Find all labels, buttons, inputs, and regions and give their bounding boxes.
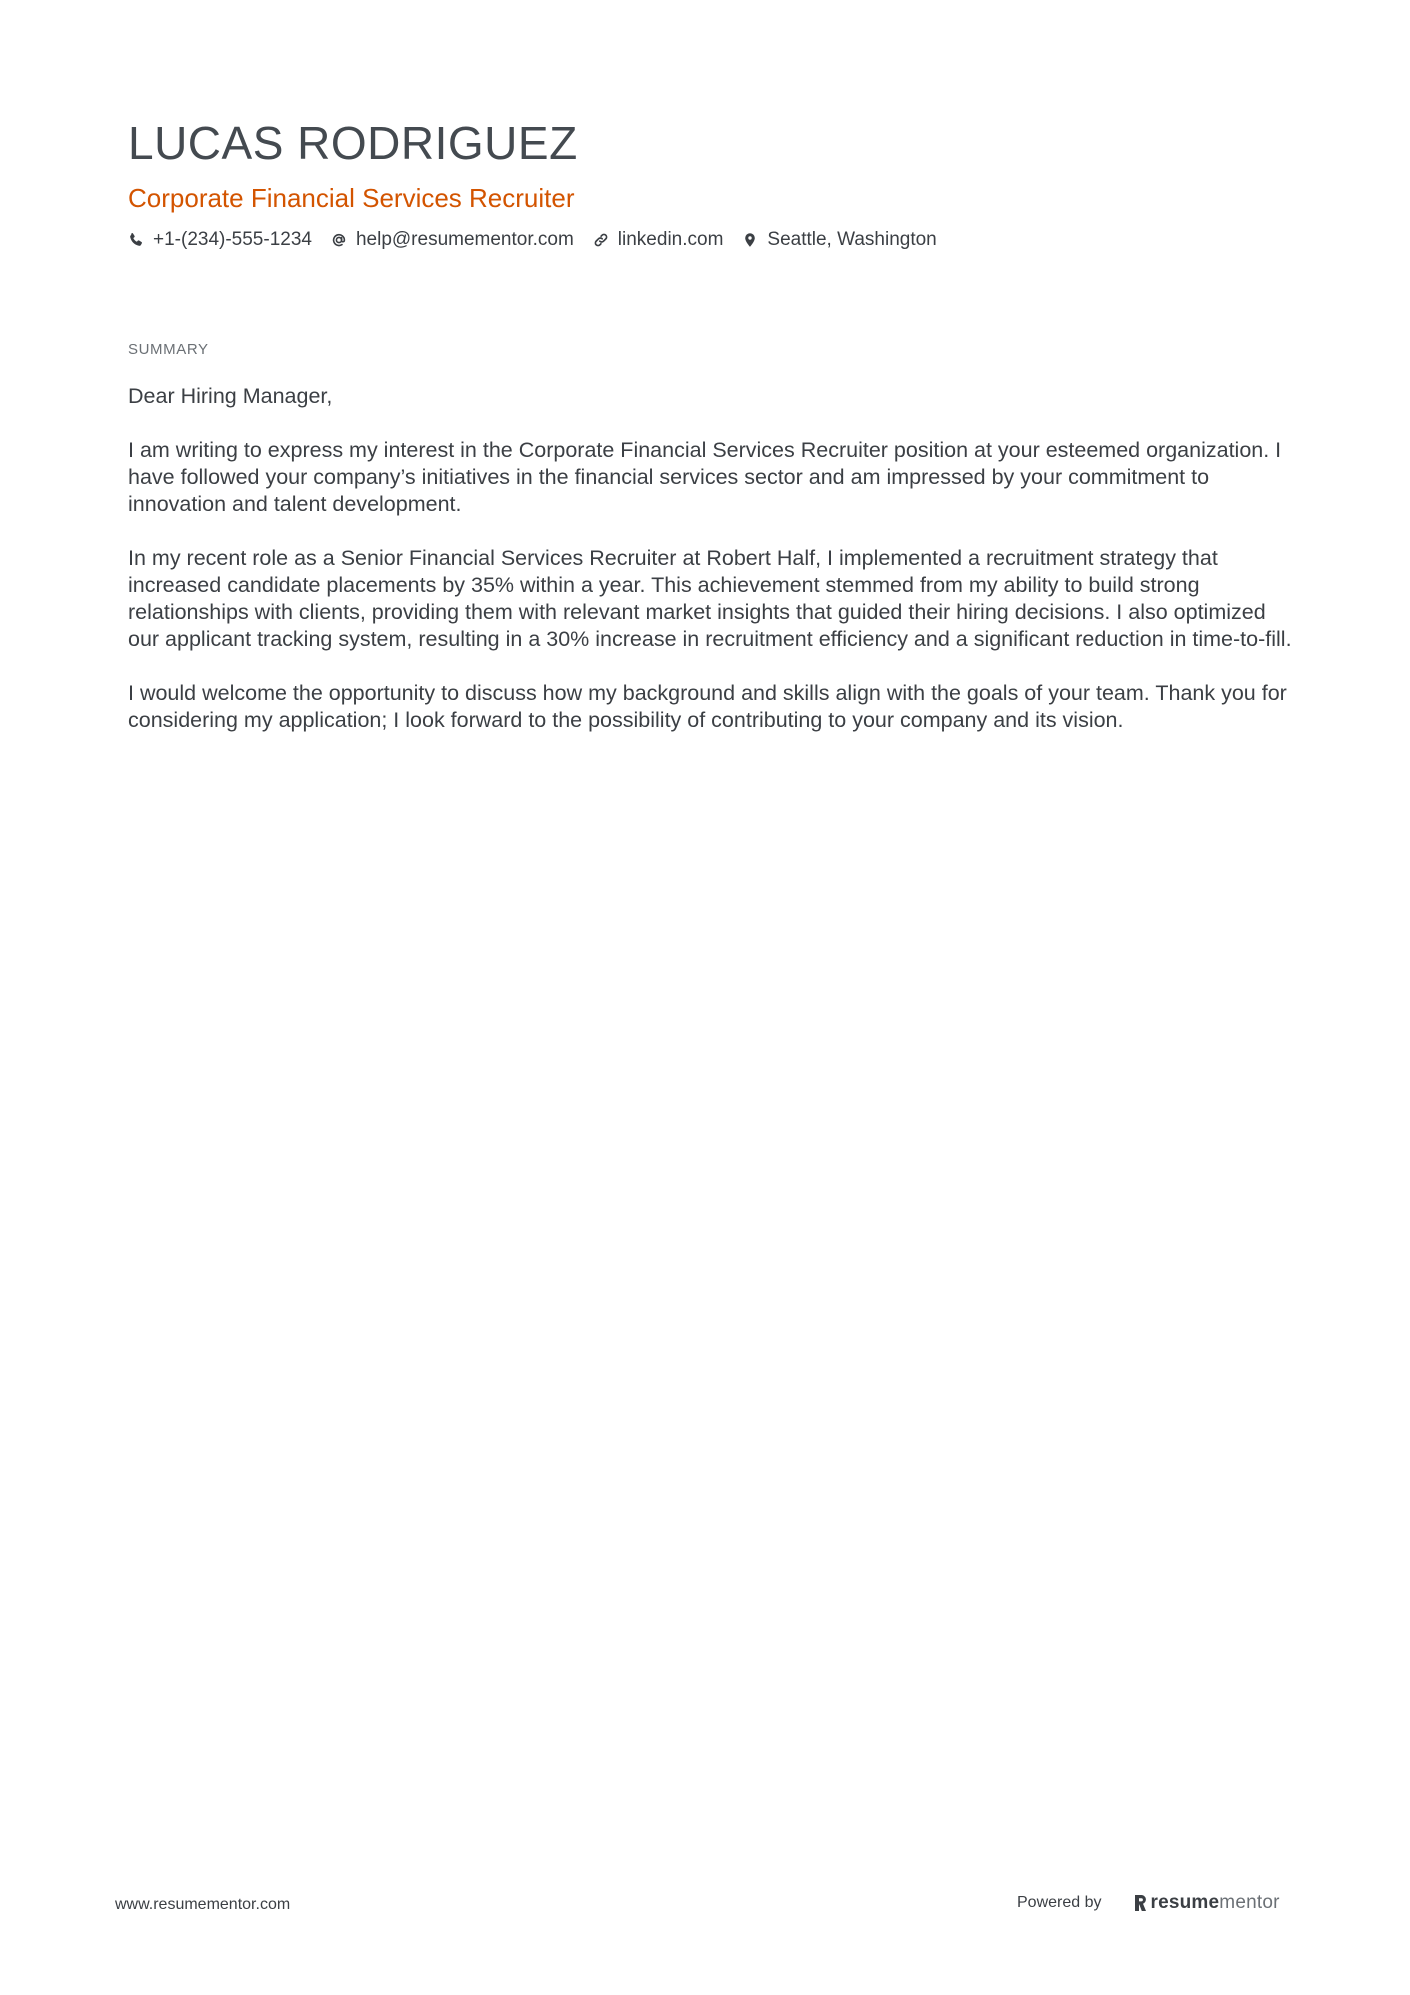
footer-powered-by bbox=[1017, 1890, 1280, 1916]
location-pin-icon bbox=[742, 232, 758, 248]
letter-salutation: Dear Hiring Manager, bbox=[128, 384, 333, 408]
contact-email[interactable] bbox=[331, 229, 574, 251]
cover-letter-body bbox=[128, 383, 1298, 761]
contact-location-text: Seattle, Washington bbox=[767, 229, 937, 250]
resumementor-logo-icon bbox=[1132, 1893, 1148, 1913]
candidate-role: Corporate Financial Services Recruiter bbox=[128, 183, 575, 213]
contact-phone[interactable] bbox=[128, 229, 312, 251]
at-icon bbox=[331, 232, 347, 248]
letter-paragraph: I would welcome the opportunity to discuss how my background and skills align with the goals of your team. Thank you for considering my application; I look forward to the possibility of contributing to your company and its vision. bbox=[128, 681, 1287, 732]
summary-heading: SUMMARY bbox=[128, 341, 209, 358]
letter-paragraph: In my recent role as a Senior Financial Services Recruiter at Robert Half, I implemented a recruitment strategy that increased candidate placements by 35% within a year. This achievement stemmed from my ability to build strong relationships with clients, providing them with relevant market insights that guided their hiring decisions. I also optimized our applicant tracking system, resulting in a 30% increase in recruitment efficiency and a significant reduction in time-to-fill. bbox=[128, 546, 1292, 651]
candidate-name: LUCAS RODRIGUEZ bbox=[128, 117, 578, 169]
brand-bold-text: resume bbox=[1150, 1892, 1220, 1913]
letter-paragraph: I am writing to express my interest in the Corporate Financial Services Recruiter position at your esteemed organization. I have followed your company’s initiatives in the financial services sector and am impressed by your commitment to innovation and talent development. bbox=[128, 438, 1282, 516]
contact-location bbox=[742, 229, 936, 251]
contact-phone-text: +1-(234)-555-1234 bbox=[153, 229, 312, 250]
powered-by-label: Powered by bbox=[1017, 1894, 1102, 1911]
footer-website[interactable]: www.resumementor.com bbox=[115, 1896, 291, 1913]
contact-email-text: help@resumementor.com bbox=[355, 229, 574, 250]
contact-linkedin[interactable] bbox=[593, 229, 724, 251]
resumementor-logo[interactable] bbox=[1132, 1892, 1280, 1914]
link-icon bbox=[593, 232, 609, 248]
phone-icon bbox=[128, 232, 144, 248]
contact-bar bbox=[128, 226, 956, 254]
contact-linkedin-text: linkedin.com bbox=[617, 229, 724, 250]
resumementor-wordmark bbox=[1151, 1892, 1280, 1914]
brand-light-text: mentor bbox=[1219, 1892, 1280, 1913]
